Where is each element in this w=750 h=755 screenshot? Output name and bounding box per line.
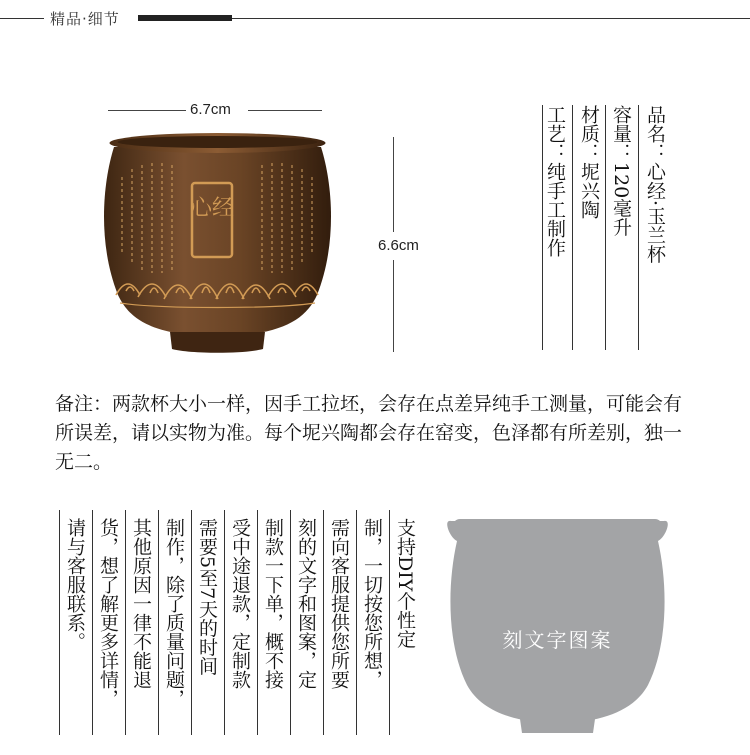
diy-column: 制款一下单，概不接 — [262, 518, 284, 689]
diy-column: 制作，除了质量问题， — [163, 518, 185, 708]
diy-divider — [59, 510, 60, 735]
diy-column: 其他原因一律不能退 — [130, 518, 152, 689]
spec-divider — [605, 105, 606, 350]
spec-material: 材质：坭兴陶 — [578, 105, 600, 219]
diy-divider — [323, 510, 324, 735]
spec-capacity: 容量：120毫升 — [610, 105, 632, 237]
spec-name: 品名：心经·玉兰杯 — [644, 105, 666, 264]
height-line-top — [393, 137, 394, 232]
width-label: 6.7cm — [190, 101, 231, 118]
diy-column: 支持DIY个性定 — [394, 518, 416, 649]
note-paragraph: 备注：两款杯大小一样，因手工拉坯，会存在点差异纯手工测量，可能会有所误差，请以实物为准。每个坭兴陶都会存在窑变，色泽都有所差别，独一无二。 — [55, 393, 683, 473]
spec-divider — [542, 105, 543, 350]
diy-divider — [92, 510, 93, 735]
header-accent-bar — [138, 15, 232, 21]
spec-divider — [572, 105, 573, 350]
height-line-bottom — [393, 260, 394, 352]
spec-divider — [638, 105, 639, 350]
height-label: 6.6cm — [378, 237, 419, 254]
diy-column: 请与客服联系。 — [64, 518, 86, 651]
diy-divider — [356, 510, 357, 735]
diy-divider — [224, 510, 225, 735]
diy-column: 需要5至7天的时间 — [196, 518, 218, 676]
diy-divider — [125, 510, 126, 735]
engraving-label: 刻文字图案 — [502, 628, 613, 652]
diy-column: 制，一切按您所想， — [361, 518, 383, 689]
section-title: 精品·细节 — [50, 10, 120, 28]
header-line-left — [0, 18, 44, 19]
diy-column: 受中途退款，定制款 — [229, 518, 251, 689]
diy-divider — [191, 510, 192, 735]
width-line-left — [108, 110, 186, 111]
diy-column: 需向客服提供您所要 — [328, 518, 350, 689]
product-cup-image — [100, 125, 335, 357]
header-line-right — [232, 18, 750, 19]
cup-seal-text: 心经 — [189, 196, 235, 221]
spec-craft: 工艺：纯手工制作 — [544, 105, 566, 257]
diy-divider — [389, 510, 390, 735]
diy-column: 货，想了解更多详情， — [97, 518, 119, 708]
diy-divider — [257, 510, 258, 735]
width-line-right — [248, 110, 322, 111]
diy-divider — [158, 510, 159, 735]
diy-divider — [290, 510, 291, 735]
diy-column: 刻的文字和图案，定 — [295, 518, 317, 689]
